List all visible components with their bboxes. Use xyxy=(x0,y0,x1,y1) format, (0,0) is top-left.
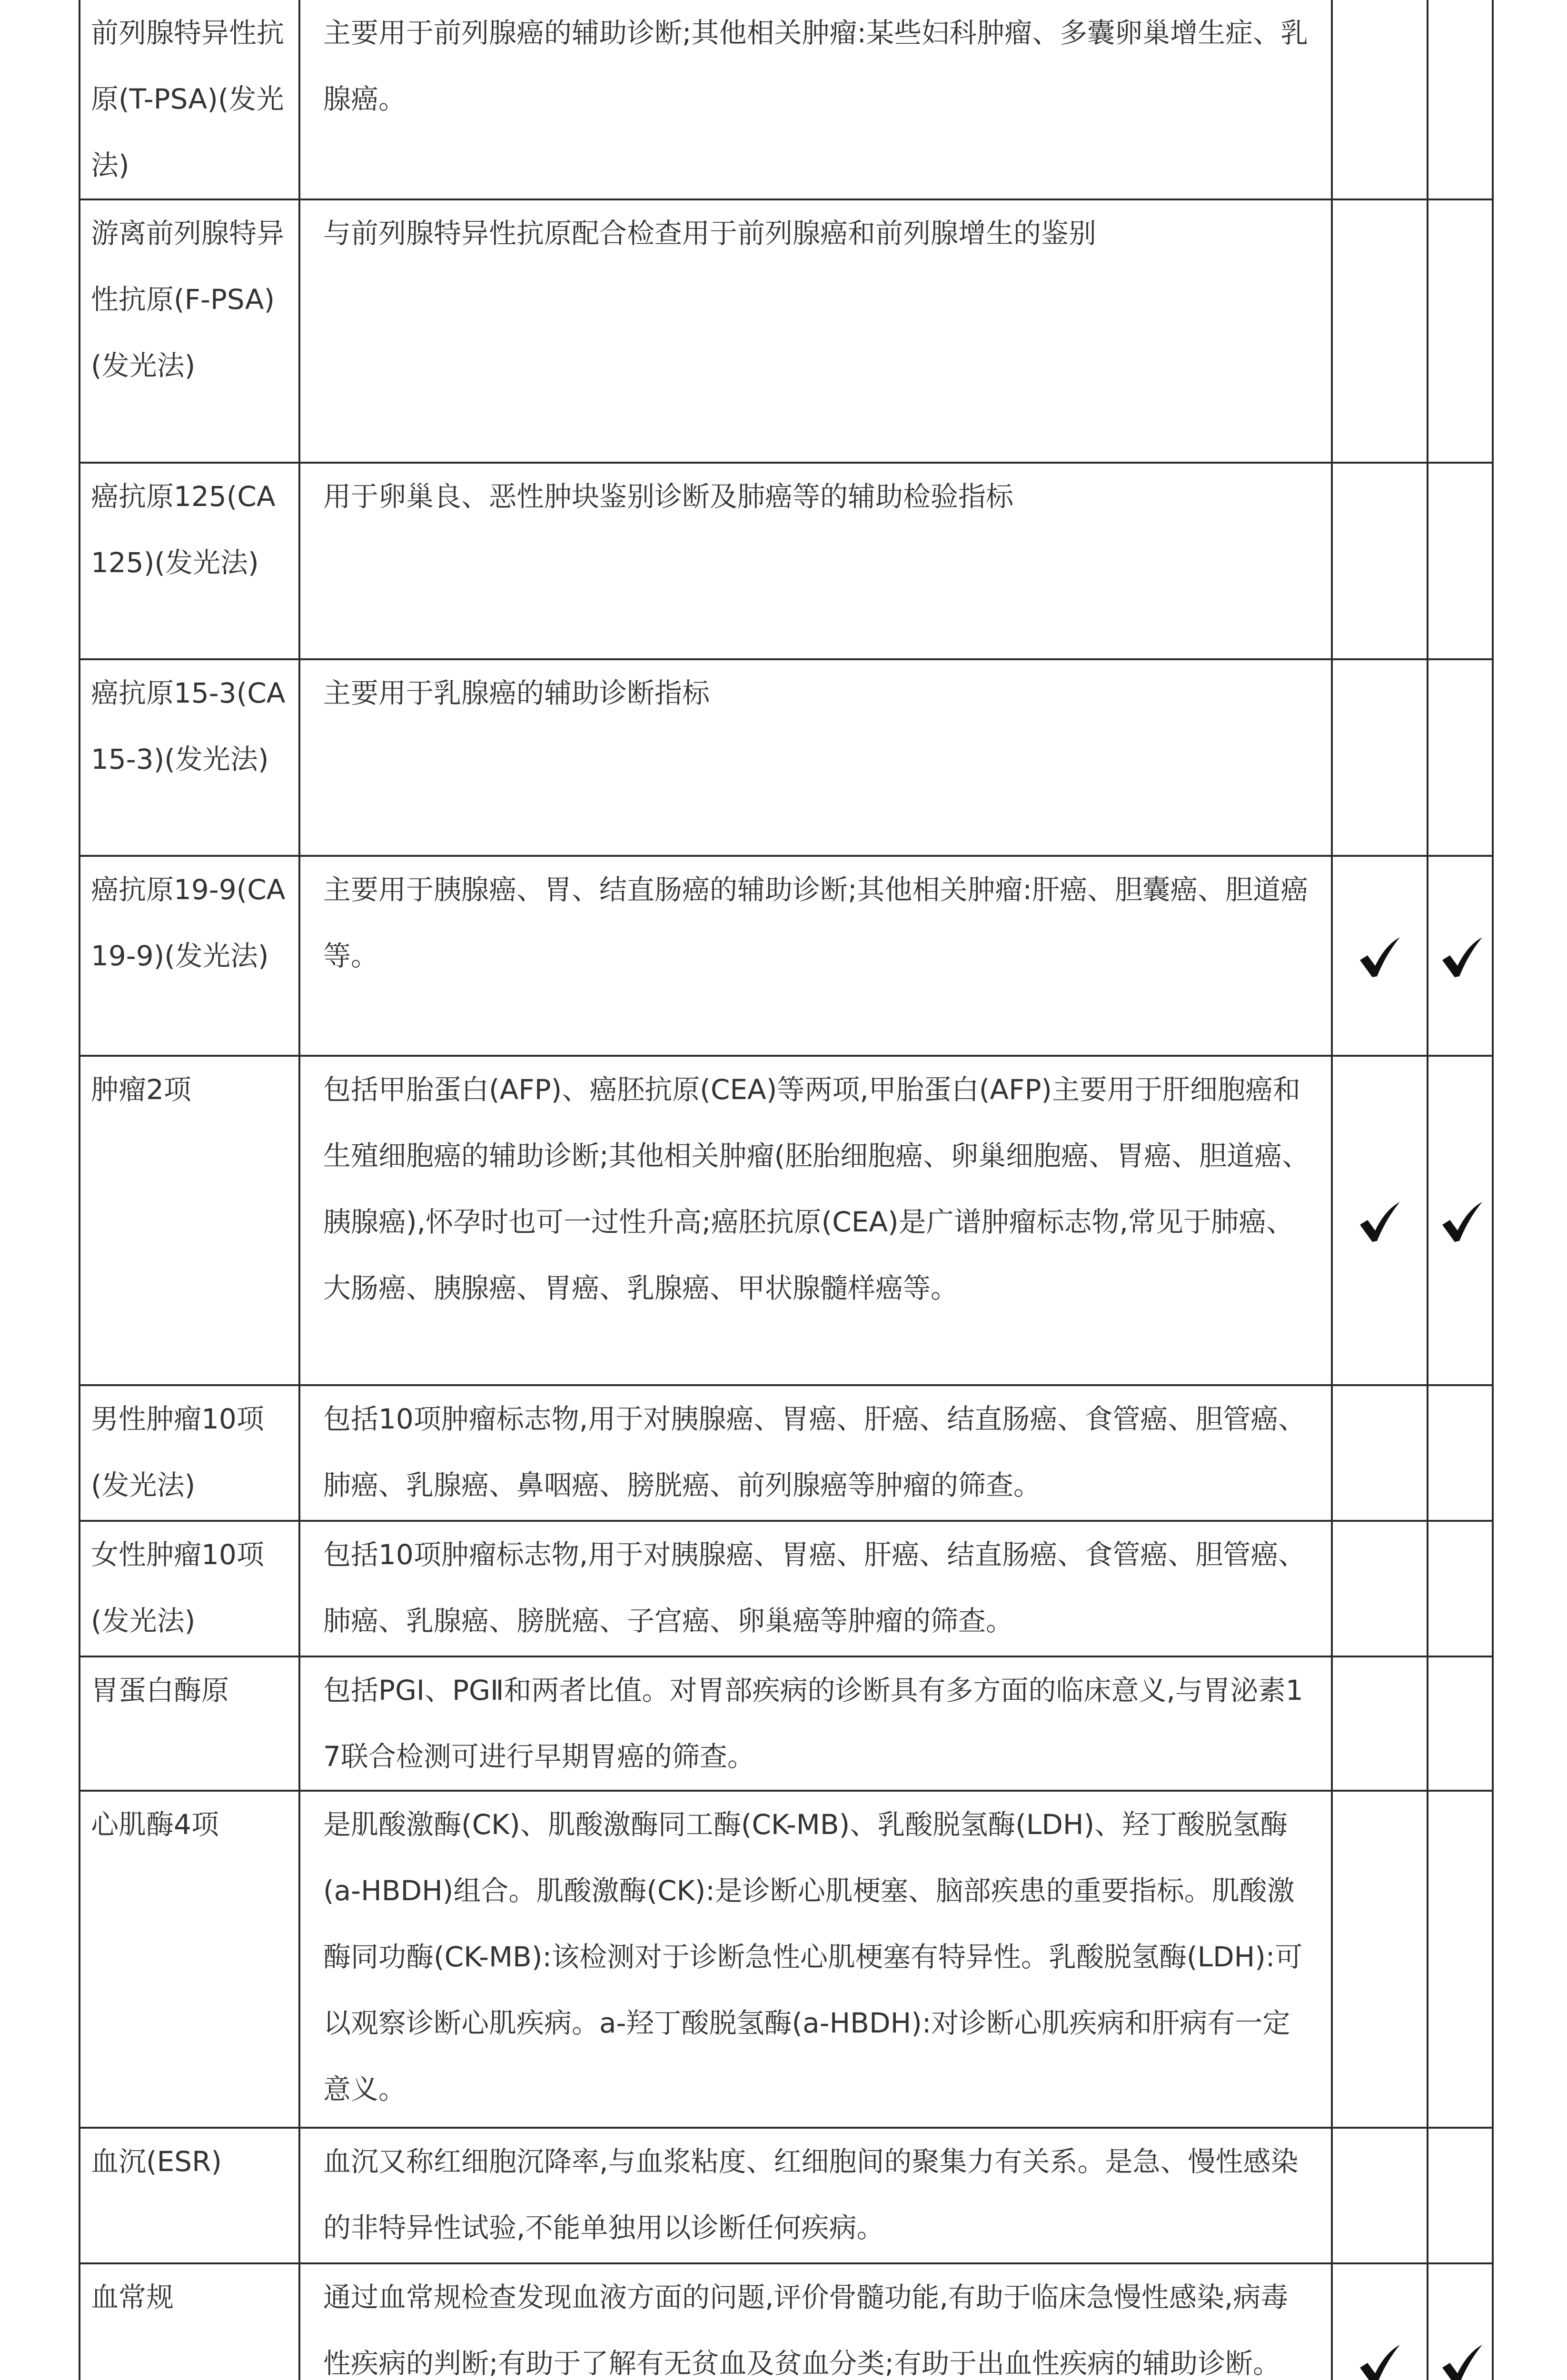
item-name: 癌抗原125(CA125)(发光法) xyxy=(80,463,299,659)
package-1-cell xyxy=(1332,0,1428,199)
item-description: 通过血常规检查发现血液方面的问题,评价骨髓功能,有助于临床急慢性感染,病毒性疾病的判断;有助于了解有无贫血及贫血分类;有助于出血性疾病的辅助诊断。 xyxy=(299,2263,1332,2380)
item-name: 癌抗原15-3(CA15-3)(发光法) xyxy=(80,659,299,856)
package-1-cell xyxy=(1332,1791,1428,2128)
table-row xyxy=(80,2263,1494,2380)
item-name: 游离前列腺特异性抗原(F-PSA)(发光法) xyxy=(80,199,299,463)
item-name: 肿瘤2项 xyxy=(80,1056,299,1385)
table-row xyxy=(80,199,1494,463)
table-row xyxy=(80,856,1494,1056)
package-2-cell xyxy=(1428,1521,1494,1656)
table-body xyxy=(80,0,1494,2380)
check-mark-icon xyxy=(1357,935,1403,979)
table-row xyxy=(80,659,1494,856)
package-2-cell xyxy=(1428,0,1494,199)
package-2-cell xyxy=(1428,1656,1494,1791)
package-2-cell xyxy=(1428,1385,1494,1521)
item-name: 癌抗原19-9(CA19-9)(发光法) xyxy=(80,856,299,1056)
check-mark-icon xyxy=(1357,2343,1403,2380)
table-row xyxy=(80,0,1494,199)
table-row xyxy=(80,463,1494,659)
package-1-cell xyxy=(1332,1385,1428,1521)
package-2-cell xyxy=(1428,2263,1494,2380)
item-description: 主要用于乳腺癌的辅助诊断指标 xyxy=(299,659,1332,856)
item-name: 心肌酶4项 xyxy=(80,1791,299,2128)
item-description: 与前列腺特异性抗原配合检查用于前列腺癌和前列腺增生的鉴别 xyxy=(299,199,1332,463)
table-row xyxy=(80,1656,1494,1791)
check-mark-icon xyxy=(1439,1200,1485,1244)
item-description: 包括甲胎蛋白(AFP)、癌胚抗原(CEA)等两项,甲胎蛋白(AFP)主要用于肝细胞癌和生殖细胞癌的辅助诊断;其他相关肿瘤(胚胎细胞癌、卵巢细胞癌、胃癌、胆道癌、胰腺癌),怀孕时也可一过性升高;癌胚抗原(CEA)是广谱肿瘤标志物,常见于肺癌、大肠癌、胰腺癌、胃癌、乳腺癌、甲状腺髓样癌等。 xyxy=(299,1056,1332,1385)
package-2-cell xyxy=(1428,1056,1494,1385)
package-2-cell xyxy=(1428,2128,1494,2263)
item-name: 胃蛋白酶原 xyxy=(80,1656,299,1791)
package-2-cell xyxy=(1428,659,1494,856)
table-row xyxy=(80,1521,1494,1656)
item-name: 前列腺特异性抗原(T-PSA)(发光法) xyxy=(80,0,299,199)
item-description: 是肌酸激酶(CK)、肌酸激酶同工酶(CK-MB)、乳酸脱氢酶(LDH)、羟丁酸脱氢酶(a-HBDH)组合。肌酸激酶(CK):是诊断心肌梗塞、脑部疾患的重要指标。肌酸激酶同功酶(CK-MB):该检测对于诊断急性心肌梗塞有特异性。乳酸脱氢酶(LDH):可以观察诊断心肌疾病。a-羟丁酸脱氢酶(a-HBDH):对诊断心肌疾病和肝病有一定意义。 xyxy=(299,1791,1332,2128)
check-mark-icon xyxy=(1439,2343,1485,2380)
item-name: 男性肿瘤10项(发光法) xyxy=(80,1385,299,1521)
table-row xyxy=(80,1791,1494,2128)
package-1-cell xyxy=(1332,2263,1428,2380)
item-description: 包括10项肿瘤标志物,用于对胰腺癌、胃癌、肝癌、结直肠癌、食管癌、胆管癌、肺癌、乳腺癌、鼻咽癌、膀胱癌、前列腺癌等肿瘤的筛查。 xyxy=(299,1385,1332,1521)
item-name: 血常规 xyxy=(80,2263,299,2380)
package-1-cell xyxy=(1332,199,1428,463)
check-mark-icon xyxy=(1357,1200,1403,1244)
package-2-cell xyxy=(1428,199,1494,463)
package-1-cell xyxy=(1332,1521,1428,1656)
package-2-cell xyxy=(1428,1791,1494,2128)
check-mark-icon xyxy=(1439,935,1485,979)
item-description: 主要用于胰腺癌、胃、结直肠癌的辅助诊断;其他相关肿瘤:肝癌、胆囊癌、胆道癌等。 xyxy=(299,856,1332,1056)
item-description: 包括PGⅠ、PGⅡ和两者比值。对胃部疾病的诊断具有多方面的临床意义,与胃泌素17联合检测可进行早期胃癌的筛查。 xyxy=(299,1656,1332,1791)
exam-items-table xyxy=(80,0,1494,2380)
table-row xyxy=(80,2128,1494,2263)
package-1-cell xyxy=(1332,1656,1428,1791)
package-1-cell xyxy=(1332,856,1428,1056)
package-1-cell xyxy=(1332,659,1428,856)
package-1-cell xyxy=(1332,463,1428,659)
item-name: 血沉(ESR) xyxy=(80,2128,299,2263)
item-description: 包括10项肿瘤标志物,用于对胰腺癌、胃癌、肝癌、结直肠癌、食管癌、胆管癌、肺癌、乳腺癌、膀胱癌、子宫癌、卵巢癌等肿瘤的筛查。 xyxy=(299,1521,1332,1656)
item-name: 女性肿瘤10项(发光法) xyxy=(80,1521,299,1656)
package-1-cell xyxy=(1332,2128,1428,2263)
package-2-cell xyxy=(1428,463,1494,659)
item-description: 用于卵巢良、恶性肿块鉴别诊断及肺癌等的辅助检验指标 xyxy=(299,463,1332,659)
package-2-cell xyxy=(1428,856,1494,1056)
package-1-cell xyxy=(1332,1056,1428,1385)
table-row xyxy=(80,1385,1494,1521)
item-description: 血沉又称红细胞沉降率,与血浆粘度、红细胞间的聚集力有关系。是急、慢性感染的非特异性试验,不能单独用以诊断任何疾病。 xyxy=(299,2128,1332,2263)
table-row xyxy=(80,1056,1494,1385)
package-table-card xyxy=(79,0,1494,2380)
item-description: 主要用于前列腺癌的辅助诊断;其他相关肿瘤:某些妇科肿瘤、多囊卵巢增生症、乳腺癌。 xyxy=(299,0,1332,199)
